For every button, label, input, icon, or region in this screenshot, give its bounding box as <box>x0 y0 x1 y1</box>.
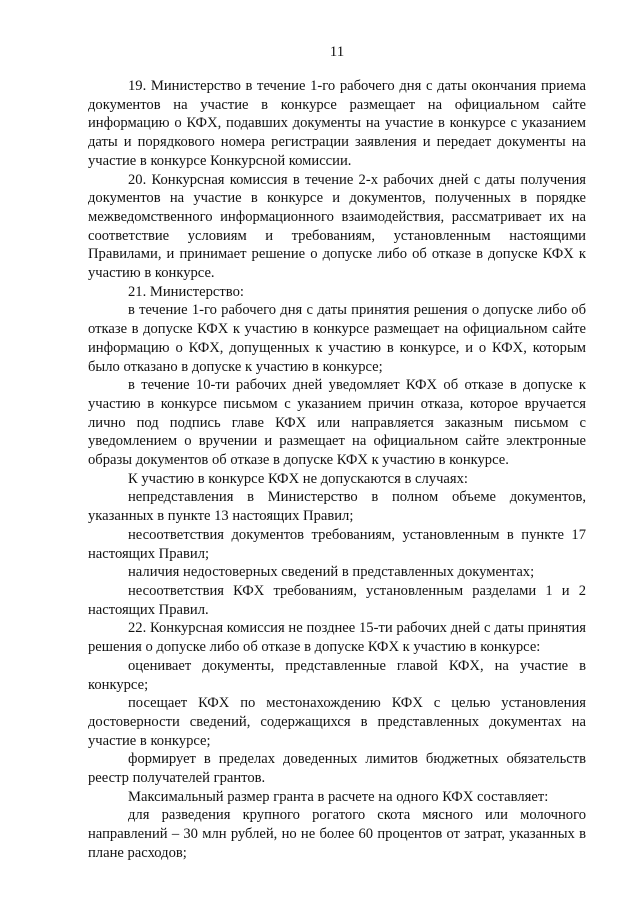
paragraph-21-item-2: в течение 10-ти рабочих дней уведомляет КФХ об отказе в допуске к участию в конкурсе письмом с указанием причин отказа, которое вручается лично под подпись главе КФХ или направляется заказным письмом с уведомлением о вручении и размещает на официальном сайте электронные образы документов об отказе в допуске КФХ к участию в конкурсе. <box>88 377 586 469</box>
paragraph-22: 22. Конкурсная комиссия не позднее 15-ти рабочих дней с даты принятия решения о допуске либо об отказе в допуске КФХ к участию в конкурсе: <box>88 620 586 656</box>
grant-size-item-1: для разведения крупного рогатого скота мясного или молочного направлений – 30 млн рублей, но не более 60 процентов от затрат, указанных в плане расходов; <box>88 807 586 861</box>
paragraph-20: 20. Конкурсная комиссия в течение 2-х рабочих дней с даты получения документов на участие в конкурсе и документов, полученных в порядке межведомственного информационного взаимодействия, рассматривает их на соответствие условиям и требованиям, установленным настоящими Правилами, и принимает решение о допуске либо об отказе в допуске КФХ к участию в конкурсе. <box>88 171 586 282</box>
page-number: 11 <box>329 44 345 60</box>
paragraph-22-item-3: формирует в пределах доведенных лимитов бюджетных обязательств реестр получателей грантов. <box>88 751 586 787</box>
document-body <box>88 77 586 863</box>
paragraph-21-heading: 21. Министерство: <box>128 283 244 300</box>
exclusion-item-2: несоответствия документов требованиям, установленным в пункте 17 настоящих Правил; <box>88 526 586 562</box>
grant-size-heading: Максимальный размер гранта в расчете на одного КФХ составляет: <box>128 788 549 805</box>
exclusion-item-3: наличия недостоверных сведений в представленных документах; <box>128 564 535 581</box>
paragraph-21-item-1: в течение 1-го рабочего дня с даты принятия решения о допуске либо об отказе в допуске КФХ к участию в конкурсе размещает на официальном сайте информацию о КФХ, допущенных к участию в конкурсе, и о КФХ, которым было отказано в допуске к участию в конкурсе; <box>88 302 586 375</box>
paragraph-22-item-1: оценивает документы, представленные главой КФХ, на участие в конкурсе; <box>88 657 586 693</box>
exclusion-item-1: непредставления в Министерство в полном объеме документов, указанных в пункте 13 настоящих Правил; <box>88 489 586 525</box>
paragraph-22-item-2: посещает КФХ по местонахождению КФХ с целью установления достоверности сведений, содержащихся в представленных документах на участие в конкурсе; <box>88 695 586 749</box>
exclusion-heading: К участию в конкурсе КФХ не допускаются в случаях: <box>128 470 468 487</box>
paragraph-19: 19. Министерство в течение 1-го рабочего дня с даты окончания приема документов на участие в конкурсе размещает на официальном сайте информацию о КФХ, подавших документы на участие в конкурсе с указанием даты и порядкового номера регистрации заявления и передает документы на участие в конкурсе Конкурсной комиссии. <box>88 78 586 169</box>
exclusion-item-4: несоответствия КФХ требованиям, установленным разделами 1 и 2 настоящих Правил. <box>88 582 586 618</box>
